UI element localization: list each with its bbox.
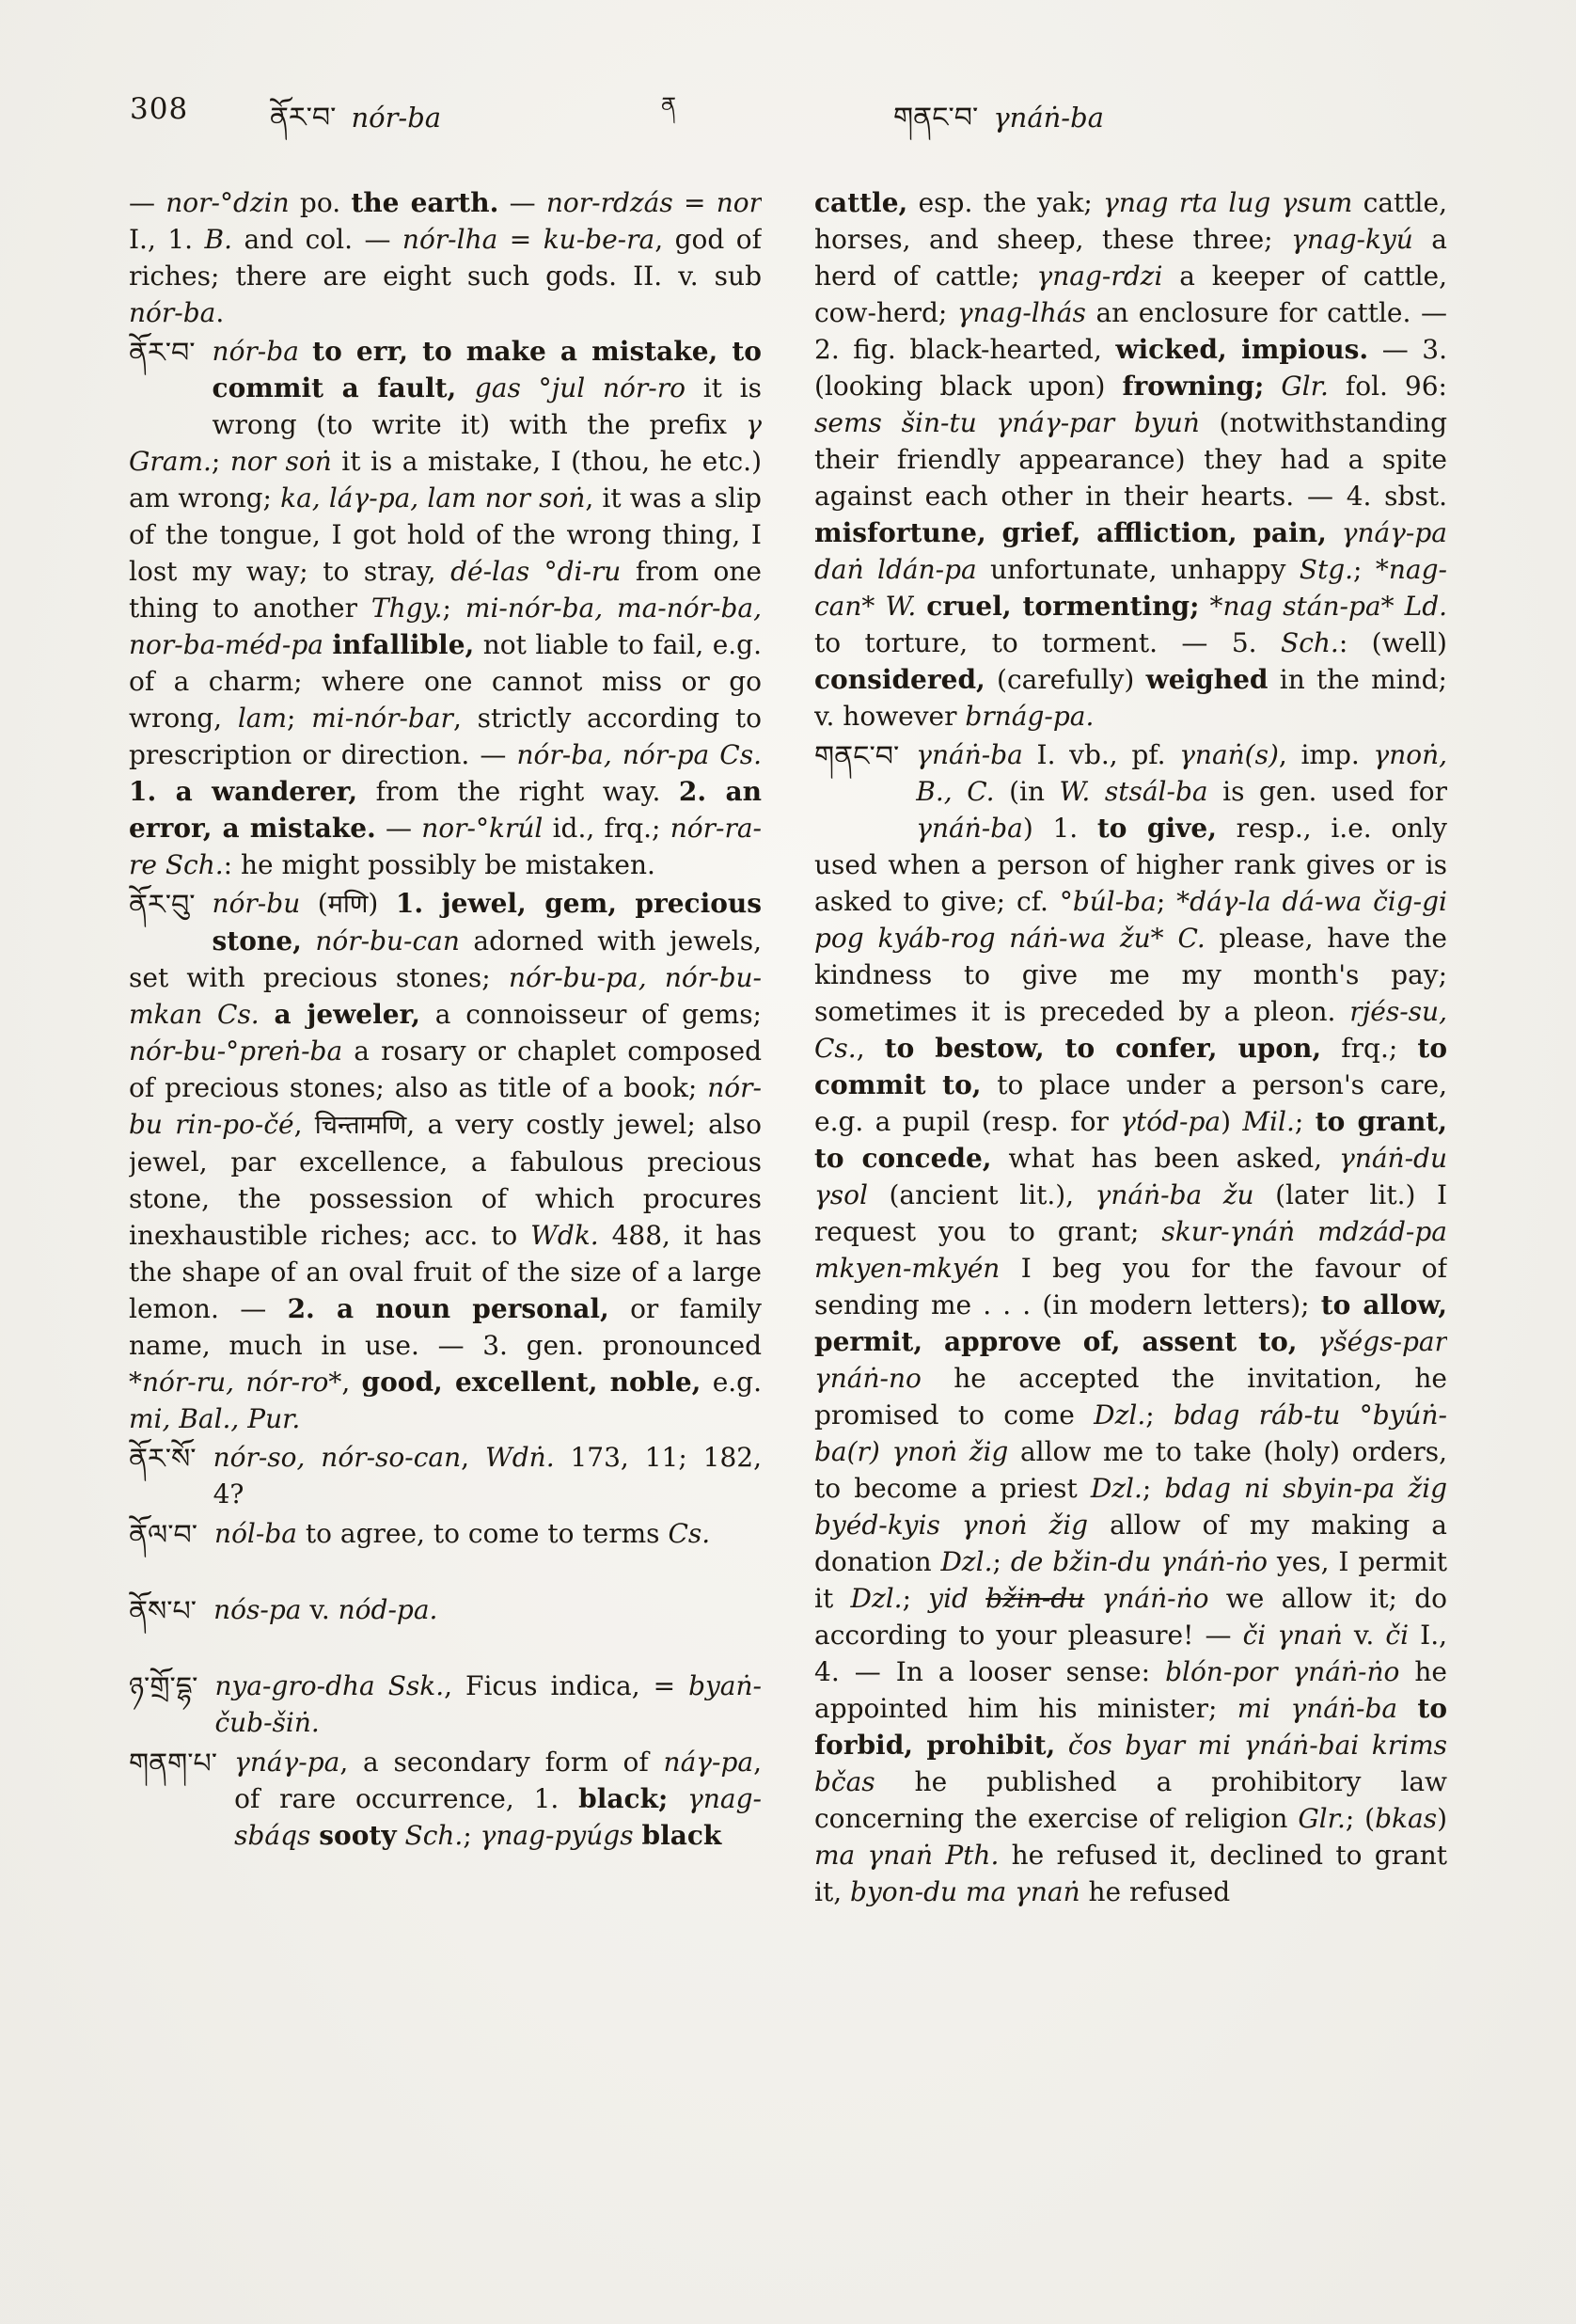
text-run xyxy=(916,591,926,622)
text-run: ; xyxy=(463,1820,481,1851)
running-head-left-translit: nór-ba xyxy=(351,102,442,134)
text-run: misfortune, grief, affliction, pain, xyxy=(814,517,1327,548)
text-run: yid xyxy=(928,1583,986,1614)
text-run: bkas xyxy=(1375,1803,1438,1834)
text-run: nor soṅ xyxy=(229,446,332,477)
text-run: frq.; xyxy=(1321,1033,1418,1064)
text-run: byaṅ-čub-šiṅ. xyxy=(214,1670,762,1738)
text-run: , xyxy=(341,1367,362,1398)
tibetan-headword: གནག་པ་ xyxy=(129,1747,218,1780)
text-run: ; xyxy=(992,1546,1011,1577)
text-run: brnág-pa. xyxy=(965,701,1095,732)
text-run: 488, it has the shape of an oval fruit of the size of a large lemon. — xyxy=(129,1220,762,1324)
text-run: — xyxy=(375,813,422,844)
text-run: *nag stán-pa* xyxy=(1209,591,1395,622)
section-letter-mark: ན xyxy=(661,92,677,119)
text-run: ; xyxy=(902,1583,929,1614)
text-run: γnáṅ-ṅo xyxy=(1084,1583,1209,1614)
text-run: γnag rta lug γsum xyxy=(1103,187,1353,218)
tibetan-headword: ནོས་པ་ xyxy=(129,1595,197,1628)
text-run: चिन्तामणि xyxy=(314,1111,407,1140)
text-run: , strictly according to prescription or direction. — xyxy=(129,703,762,770)
text-run: Thgy. xyxy=(370,593,443,624)
text-run: rjés-su, Cs. xyxy=(814,996,1447,1064)
text-run: nór-bu rin-po-čé xyxy=(129,1072,762,1140)
text-run: sooty xyxy=(319,1820,397,1851)
text-run: good, excellent, noble, xyxy=(361,1367,701,1398)
text-run: nór-ba xyxy=(129,297,216,328)
text-run: Wdṅ. xyxy=(484,1442,555,1473)
dictionary-entry xyxy=(129,1744,762,1854)
text-run: 1. jewel, gem, precious stone, xyxy=(212,888,762,956)
text-run: γnaṅ(s) xyxy=(1179,739,1279,770)
text-run: to torture, to torment. — 5. xyxy=(814,627,1282,658)
text-run: to give, xyxy=(1096,813,1217,844)
text-run: ; xyxy=(1142,1473,1165,1504)
text-run: — 3. (looking black upon) xyxy=(814,334,1447,402)
text-run: a keeper of cattle, cow-herd; xyxy=(814,261,1447,328)
text-run: nód-pa. xyxy=(338,1594,438,1625)
text-run xyxy=(157,849,165,880)
text-run xyxy=(299,336,312,367)
text-run: — xyxy=(498,187,546,218)
text-run: mi, Bal., Pur. xyxy=(129,1403,301,1434)
dictionary-entry xyxy=(129,1439,762,1513)
text-run: Sch. xyxy=(404,1820,464,1851)
text-run: I., 1. xyxy=(129,224,205,255)
text-run: to err, to make a mistake, to commit a fault, xyxy=(212,336,762,403)
text-run: °búl-ba xyxy=(1059,886,1157,917)
text-run: to agree, to come to terms xyxy=(296,1518,669,1549)
text-run xyxy=(1397,1693,1417,1724)
text-run: či γnaṅ xyxy=(1242,1620,1343,1651)
text-run: *nag-can* xyxy=(814,554,1447,622)
text-run: cruel, tormenting; xyxy=(926,591,1200,622)
text-run: čos byar mi γnáṅ-bai krims bčas xyxy=(814,1730,1447,1797)
text-run: ; xyxy=(442,593,465,624)
text-run: frowning; xyxy=(1122,371,1265,402)
tibetan-headword-left: ནོར་བ་ xyxy=(269,102,337,134)
text-run: γnag-kyú xyxy=(1291,224,1413,255)
text-run: nór-so, nór-so-can xyxy=(213,1442,462,1473)
text-run: γšégs-par γnáṅ-no xyxy=(814,1326,1447,1394)
tibetan-headword: ནོར་བ་ xyxy=(129,337,196,370)
text-run: Mil. xyxy=(1242,1106,1295,1137)
text-run: γnáγ-pa daṅ ldán-pa xyxy=(814,517,1447,585)
text-run xyxy=(310,1820,319,1851)
text-run: , xyxy=(461,1442,485,1473)
text-run: 2. a noun personal, xyxy=(287,1293,609,1324)
text-run xyxy=(709,739,719,770)
text-run xyxy=(1395,591,1405,622)
text-run: (ancient lit.), xyxy=(867,1179,1095,1210)
tibetan-headword: ནོར་བུ་ xyxy=(129,889,196,922)
text-run: W. xyxy=(885,591,917,622)
right-column xyxy=(814,184,1447,1910)
text-run: , a very costly jewel; also jewel, par excellence, a fabulous precious stone, the possession of which procures inexhaustible riches; acc. to xyxy=(129,1109,762,1251)
text-run: Cs. xyxy=(217,999,260,1030)
text-run: γnag-sbáqs xyxy=(234,1783,762,1851)
text-run: Sch. xyxy=(1281,627,1339,658)
text-run: and col. — xyxy=(232,224,402,255)
text-run: Dzl. xyxy=(940,1546,993,1577)
text-run xyxy=(668,1783,687,1814)
text-run: he refused xyxy=(1080,1876,1231,1907)
text-run: bžin-du xyxy=(985,1583,1085,1614)
text-run: gas °jul nór-ro xyxy=(474,372,686,403)
text-run: not liable to fail, e.g. of a charm; where one cannot miss or go wrong, xyxy=(129,629,762,734)
text-run: ; xyxy=(1353,554,1376,585)
text-run: to grant, to concede, xyxy=(814,1106,1447,1174)
text-run: infallible, xyxy=(332,629,475,660)
dictionary-entry xyxy=(814,736,1447,1910)
text-run: lam xyxy=(237,703,288,734)
text-run: allow me to take (holy) orders, to become a priest xyxy=(814,1436,1447,1504)
running-head-left xyxy=(270,87,441,166)
text-run: γnáṅ-ba xyxy=(916,739,1023,770)
text-run: black; xyxy=(578,1783,669,1814)
text-run: γnag-rdzi xyxy=(1036,261,1163,292)
text-run: . xyxy=(215,297,225,328)
text-run: (carefully) xyxy=(985,664,1146,695)
text-columns xyxy=(129,184,1448,1910)
text-run: ; ( xyxy=(1345,1803,1376,1834)
text-run: from the right way. xyxy=(357,776,679,807)
text-run: nós-pa xyxy=(213,1594,302,1625)
text-run: mi-nór-ba, ma-nór-ba, nor-ba-méd-pa xyxy=(129,593,762,660)
text-run: we allow it; do according to your pleasure! — xyxy=(814,1583,1447,1651)
text-run: γ xyxy=(746,409,762,440)
text-run: v. xyxy=(1342,1620,1386,1651)
text-run: he refused it, declined to grant it, xyxy=(814,1840,1447,1907)
text-run: γnáṅ-ba xyxy=(916,813,1023,844)
text-run: to place under a person's care, e.g. a pupil (resp. for xyxy=(814,1069,1447,1137)
text-run: = xyxy=(672,187,717,218)
text-run: po. xyxy=(289,187,352,218)
tibetan-headword: གནང་བ་ xyxy=(814,740,900,773)
text-run: , xyxy=(856,1033,885,1064)
text-run: : (well) xyxy=(1338,627,1447,658)
text-run: a rosary or chaplet composed of precious stones; also as title of a book; xyxy=(129,1036,762,1103)
text-run: (later lit.) I request you to grant; xyxy=(814,1179,1447,1247)
dictionary-entry xyxy=(129,184,762,331)
text-run: esp. the yak; xyxy=(907,187,1104,218)
text-run: γtód-pa xyxy=(1120,1106,1221,1137)
text-run: I., 4. — In a looser sense: xyxy=(814,1620,1447,1687)
text-run: , it was a slip of the tongue, I got hold of the wrong thing, I lost my way; to stray, xyxy=(129,482,762,587)
text-run: the earth. xyxy=(351,187,499,218)
text-run: it is wrong (to write it) with the prefix xyxy=(212,372,762,440)
text-run: Cs. xyxy=(719,739,762,770)
text-run: to forbid, prohibit, xyxy=(814,1693,1447,1761)
text-run: , Ficus indica, = xyxy=(444,1670,689,1701)
text-run: 2. an error, a mistake. xyxy=(129,776,762,844)
text-run: a connoisseur of gems; xyxy=(420,999,762,1030)
text-run: *dáγ-la dá-wa čig-gi pog kyáb-rog náṅ-wa žu* C. xyxy=(814,886,1447,954)
text-run: ; xyxy=(287,703,312,734)
text-run: mi γnáṅ-ba xyxy=(1237,1693,1398,1724)
text-run: nór-ba xyxy=(212,336,299,367)
text-run: nór-ra-re xyxy=(129,813,762,880)
text-run xyxy=(323,629,332,660)
text-run: ; xyxy=(1294,1106,1316,1137)
text-run: mi-nór-bar xyxy=(311,703,453,734)
text-run: nor-°krúl xyxy=(421,813,544,844)
text-run: nór-bu-can xyxy=(315,925,460,956)
text-run: byon-du ma γnaṅ xyxy=(850,1876,1080,1907)
text-run: to allow, permit, approve of, assent to, xyxy=(814,1289,1447,1357)
text-run xyxy=(1199,591,1209,622)
text-run: v. xyxy=(301,1594,339,1625)
text-run: ( xyxy=(300,888,328,919)
text-run: Dzl. xyxy=(1094,1399,1146,1431)
text-run: allow of my making a donation xyxy=(814,1510,1447,1577)
text-run: γnáṅ-ba žu xyxy=(1095,1179,1254,1210)
text-run: , xyxy=(293,1109,315,1140)
text-run: *nór-ru, nór-ro* xyxy=(129,1367,342,1398)
text-run: or family name, much in use. — 3. gen. pronounced xyxy=(129,1293,762,1361)
text-run: γnoṅ, B., C. xyxy=(916,739,1447,807)
text-run: please, have the kindness to give me my month's pay; sometimes it is preceded by a pleon. xyxy=(814,923,1447,1027)
text-run: I. vb., pf. xyxy=(1022,739,1180,770)
text-run: (in xyxy=(994,776,1060,807)
text-run: bdag ráb-tu °byúṅ-ba(r) γnoṅ žig xyxy=(814,1399,1447,1467)
text-run: nor xyxy=(716,187,762,218)
page-number: 308 xyxy=(130,92,189,126)
tibetan-headword-right: གནང་བ་ xyxy=(893,102,979,134)
text-run: Dzl. xyxy=(850,1583,903,1614)
text-run: 1. a wanderer, xyxy=(129,776,358,807)
tibetan-headword: ནོལ་བ་ xyxy=(129,1519,198,1552)
text-run: nór-bu-pa, nór-bu-mkan xyxy=(129,962,762,1030)
text-run: what has been asked, xyxy=(991,1143,1340,1174)
text-run: Glr. xyxy=(1298,1803,1346,1834)
text-run: dé-las °di-ru xyxy=(450,556,622,587)
text-run: ; xyxy=(211,446,230,477)
text-run: ) xyxy=(1437,1803,1447,1834)
text-run: Dzl. xyxy=(1090,1473,1143,1504)
text-run xyxy=(302,925,316,956)
text-run: nór-bu-°preṅ-ba xyxy=(129,1036,343,1067)
text-run xyxy=(1264,371,1281,402)
text-run: , of rare occurrence, 1. xyxy=(234,1747,762,1814)
text-run: nór-lha xyxy=(402,224,498,255)
text-run: id., frq.; xyxy=(543,813,670,844)
text-run: a herd of cattle; xyxy=(814,224,1447,292)
text-run: Wdk. xyxy=(530,1220,599,1251)
text-run: Ld. xyxy=(1404,591,1447,622)
text-run: nya-gro-dha Ssk. xyxy=(214,1670,445,1701)
text-run: = xyxy=(497,224,544,255)
text-run xyxy=(875,591,885,622)
text-run xyxy=(202,999,217,1030)
dictionary-entry xyxy=(129,885,762,1437)
text-run: adorned with jewels, set with precious stones; xyxy=(129,925,762,993)
text-run: is gen. used for xyxy=(1207,776,1447,807)
text-run: ; xyxy=(1156,886,1177,917)
text-run: či xyxy=(1385,1620,1410,1651)
text-run: Sch. xyxy=(165,849,224,880)
text-run xyxy=(1327,517,1342,548)
text-run: ka, láγ-pa, lam nor soṅ xyxy=(280,482,586,514)
text-run: nól-ba xyxy=(214,1518,297,1549)
text-run: ma γnaṅ xyxy=(814,1840,934,1871)
text-run: γnag-lhás xyxy=(956,297,1086,328)
text-run: skur-γnáṅ mdzád-pa mkyen-mkyén xyxy=(814,1216,1447,1284)
dictionary-entry xyxy=(814,184,1447,735)
text-run: he accepted the invitation, he promised to come xyxy=(814,1363,1447,1431)
left-column xyxy=(129,184,762,1854)
text-run: nór-bu xyxy=(212,888,301,919)
running-head-right-translit: γnáṅ-ba xyxy=(993,102,1104,134)
text-run: cattle, horses, and sheep, these three; xyxy=(814,187,1447,255)
text-run: I beg you for the favour of sending me . . . (in modern letters); xyxy=(814,1253,1447,1320)
text-run: resp., i.e. only used when a person of higher rank gives or is asked to give; cf. xyxy=(814,813,1447,917)
running-head-right xyxy=(893,87,1104,166)
text-run: bdag ni sbyin-pa žig byéd-kyis γnoṅ žig xyxy=(814,1473,1447,1541)
text-run: , god of riches; there are eight such gods. II. v. sub xyxy=(129,224,762,292)
text-run: nor-°dzin xyxy=(165,187,290,218)
text-run: to commit to, xyxy=(814,1033,1447,1100)
text-run: γnáγ-pa xyxy=(234,1747,340,1778)
text-run: weighed xyxy=(1145,664,1269,695)
text-run: black xyxy=(641,1820,722,1851)
text-run: from one thing to another xyxy=(129,556,762,624)
text-run: cattle, xyxy=(814,187,908,218)
text-run: ; xyxy=(1145,1399,1174,1431)
text-run: Glr. xyxy=(1281,371,1329,402)
text-run: , a secondary form of xyxy=(339,1747,664,1778)
text-run: γnag-pyúgs xyxy=(480,1820,634,1851)
text-run xyxy=(933,1840,945,1871)
text-run: unfortunate, unhappy xyxy=(976,554,1300,585)
text-run: , imp. xyxy=(1278,739,1374,770)
text-run: considered, xyxy=(814,664,985,695)
text-run: Gram. xyxy=(129,446,212,477)
text-run: B. xyxy=(204,224,232,255)
text-run: 173, 11; 182, 4? xyxy=(213,1442,762,1510)
dictionary-entry xyxy=(129,1668,762,1742)
text-run: yes, I permit it xyxy=(814,1546,1447,1614)
text-run: Stg. xyxy=(1299,554,1354,585)
text-run: ) 1. xyxy=(1022,813,1097,844)
text-run: fol. 96: xyxy=(1328,371,1447,402)
text-run: W. stsál-ba xyxy=(1059,776,1208,807)
text-run: nór-ba, nór-pa xyxy=(516,739,710,770)
text-run: in the mind; v. however xyxy=(814,664,1447,732)
text-run: an enclosure for cattle. — 2. fig. black-hearted, xyxy=(814,297,1447,365)
text-run: ) xyxy=(368,888,396,919)
text-run: — xyxy=(129,187,166,218)
tibetan-headword: ནོར་སོ་ xyxy=(129,1443,197,1476)
text-run xyxy=(397,1820,405,1851)
text-run: to bestow, to confer, upon, xyxy=(884,1033,1322,1064)
text-run: sems šin-tu γnáγ-par byuṅ xyxy=(814,407,1200,438)
text-run: Pth. xyxy=(945,1840,1000,1871)
text-run: ku-be-ra xyxy=(543,224,655,255)
text-run: wicked, impious. xyxy=(1115,334,1369,365)
text-run: मणि xyxy=(327,890,369,919)
text-run: blón-por γnáṅ-ṅo xyxy=(1165,1656,1400,1687)
text-run: : he might possibly be mistaken. xyxy=(223,849,655,880)
text-run: it is a mistake, I (thou, he etc.) am wrong; xyxy=(129,446,762,514)
tibetan-headword: ཉ་གྲོ་དྷ་ xyxy=(129,1671,198,1704)
text-run: a jeweler, xyxy=(274,999,421,1030)
dictionary-entry xyxy=(129,1515,762,1589)
text-run: e.g. xyxy=(701,1367,762,1398)
text-run xyxy=(1055,1730,1068,1761)
text-run: ) xyxy=(1221,1106,1243,1137)
text-run: náγ-pa xyxy=(663,1747,754,1778)
text-run: nor-rdzás xyxy=(545,187,673,218)
text-run: γnáṅ-du γsol xyxy=(814,1143,1447,1210)
text-run: (notwithstanding their friendly appearance) they had a spite against each other in their hearts. — 4. sbst. xyxy=(814,407,1447,512)
text-run: he published a prohibitory law concerning the exercise of religion xyxy=(814,1766,1447,1834)
text-run: Cs. xyxy=(668,1518,711,1549)
text-run: he appointed him his minister; xyxy=(814,1656,1447,1724)
text-run xyxy=(1298,1326,1318,1357)
dictionary-entry xyxy=(129,333,762,883)
text-run: de bžin-du γnáṅ-ṅo xyxy=(1010,1546,1269,1577)
dictionary-entry xyxy=(129,1591,762,1666)
text-run xyxy=(260,999,275,1030)
